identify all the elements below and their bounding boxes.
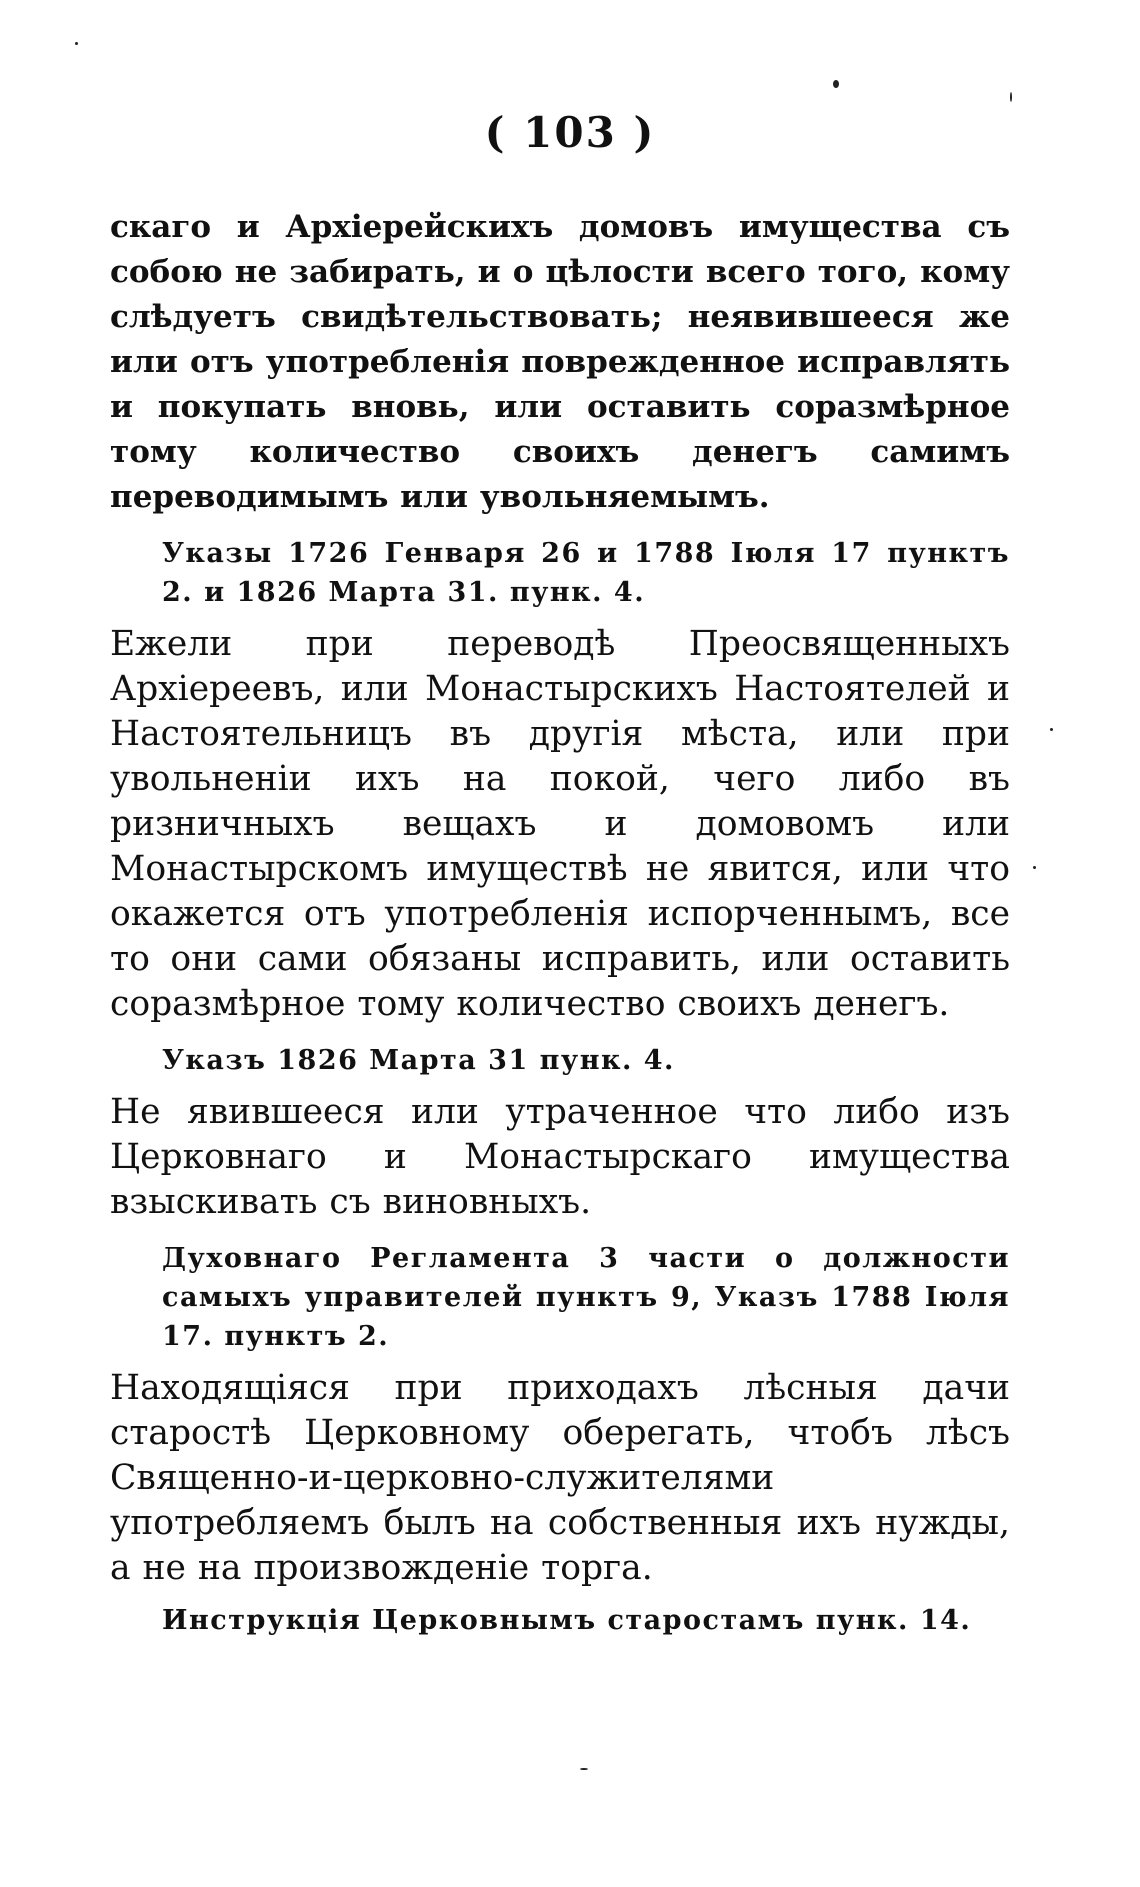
paragraph-lost-property: Не явившееся или утраченное что либо изъ Церковнаго и Монастырскаго имущества взыскивать съ виновныхъ.	[110, 1092, 1010, 1222]
scan-speck	[75, 42, 78, 45]
reference-decree-1826: Указъ 1826 Марта 31 пунк. 4.	[162, 1045, 675, 1076]
page-body	[110, 205, 1010, 1640]
scan-speck	[1010, 92, 1012, 102]
scan-speck	[833, 80, 839, 88]
page-number: ( 103 )	[484, 108, 656, 157]
scan-speck	[580, 1768, 588, 1770]
paragraph-transfer-of-hierarchs: Ежели при переводѣ Преосвященныхъ Архіереевъ, или Монастырскихъ Настоятелей и Настоятельницъ въ другія мѣста, или при увольненіи ихъ на покой, чего либо въ ризничныхъ вещахъ и домовомъ или Монастырскомъ имуществѣ не явится, или что окажется отъ употребленія испорченнымъ, все то они сами обязаны исправить, или оставить соразмѣрное тому количество своихъ денегъ.	[110, 624, 1010, 1024]
reference-spiritual-regulation: Духовнаго Регламента 3 части о должности самыхъ управителей пунктъ 9, Указъ 1788 Іюля 17. пунктъ 2.	[162, 1243, 1010, 1352]
paragraph-forest-lands: Находящіяся при приходахъ лѣсныя дачи старостѣ Церковному оберегать, чтобъ лѣсъ Священно-и-церковно-служителями употребляемъ былъ на собственныя ихъ нужды, а не на произвожденіе торга.	[110, 1368, 1010, 1588]
reference-instruction-to-church-wardens: Инструкція Церковнымъ старостамъ пунк. 14.	[162, 1605, 972, 1636]
scan-speck	[1033, 866, 1036, 869]
paragraph-property-removal: скаго и Архіерейскихъ домовъ имущества съ собою не забирать, и о цѣлости всего того, кому слѣдуетъ свидѣтельствовать; неявившееся же или отъ употребленія поврежденное исправлять и покупать вновь, или оставить соразмѣрное тому количество своихъ денегъ самимъ переводимымъ или увольняемымъ.	[110, 209, 1010, 515]
scan-speck	[1050, 728, 1053, 731]
reference-decrees-1726-1788-1826: Указы 1726 Генваря 26 и 1788 Іюля 17 пунктъ 2. и 1826 Марта 31. пунк. 4.	[162, 538, 1010, 608]
